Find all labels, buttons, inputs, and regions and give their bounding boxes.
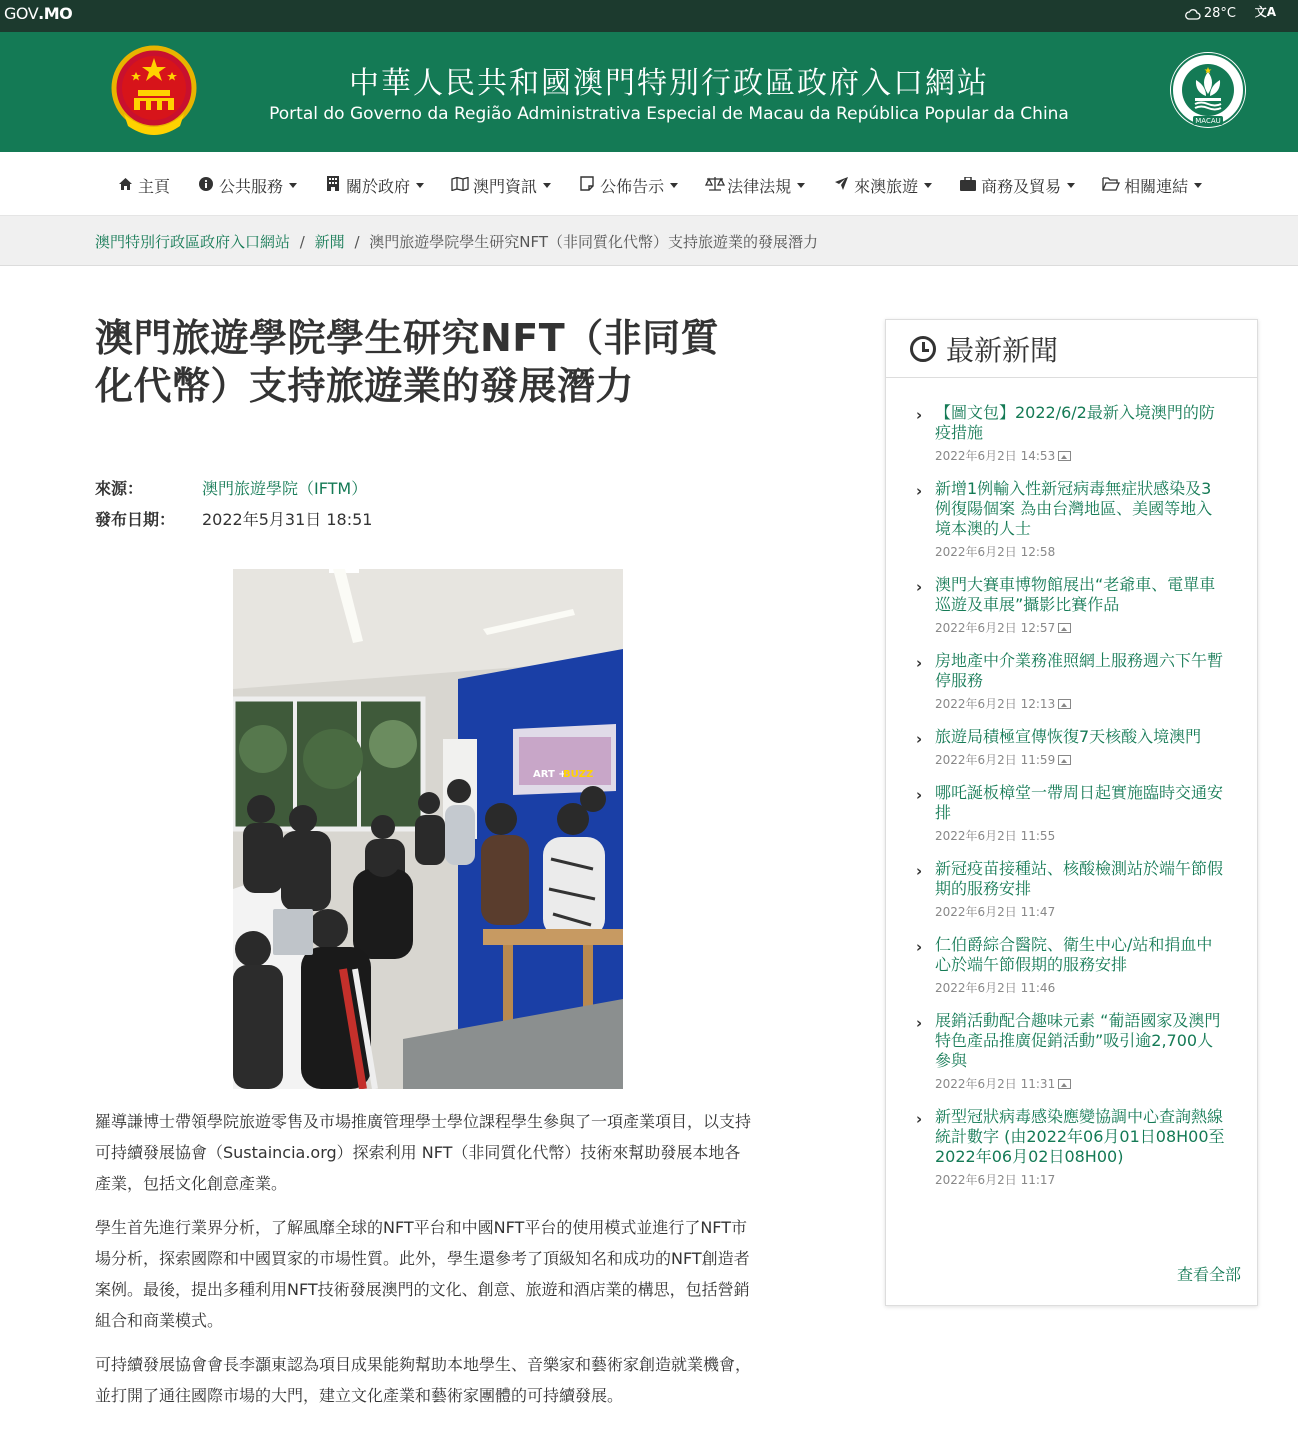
news-item-title[interactable]: 哪吒誕板樟堂一帶周日起實施臨時交通安排 bbox=[935, 783, 1224, 822]
news-item-date: 2022年6月2日 12:13 bbox=[935, 697, 1056, 711]
nav-label-home: 主頁 bbox=[138, 177, 171, 196]
nav-item-home[interactable] bbox=[116, 174, 170, 197]
news-item-meta bbox=[935, 979, 1226, 996]
image-icon bbox=[1058, 1079, 1071, 1089]
temperature-text: 28°C bbox=[1203, 6, 1236, 21]
source-label: 來源： bbox=[95, 479, 144, 498]
home-icon bbox=[116, 177, 134, 195]
article-header bbox=[95, 314, 755, 410]
news-item-title[interactable]: 澳門大賽車博物館展出“老爺車、電單車巡遊及車展”攝影比賽作品 bbox=[935, 575, 1216, 614]
latest-news-list bbox=[916, 403, 1226, 1203]
gov-mo-logo[interactable] bbox=[4, 4, 72, 23]
notice-icon bbox=[578, 176, 596, 195]
image-icon bbox=[1058, 699, 1071, 709]
latest-news-title: 最新新聞 bbox=[946, 333, 1059, 367]
news-item[interactable] bbox=[916, 935, 1226, 996]
news-item[interactable] bbox=[916, 859, 1226, 920]
news-item-title[interactable]: 仁伯爵綜合醫院、衛生中心/站和捐血中心於端午節假期的服務安排 bbox=[935, 935, 1213, 974]
site-title-pt[interactable]: Portal do Governo da Região Administrativa Especial de Macau da República Popular da China bbox=[269, 104, 1069, 124]
main-nav bbox=[0, 152, 1298, 216]
news-item-date: 2022年6月2日 12:58 bbox=[935, 545, 1056, 559]
chevron-right-icon: › bbox=[916, 654, 923, 672]
meta-date-row bbox=[95, 503, 372, 534]
news-item-date: 2022年6月2日 11:47 bbox=[935, 905, 1056, 919]
news-item-date: 2022年6月2日 11:59 bbox=[935, 753, 1056, 767]
macau-emblem-text: MACAU bbox=[1195, 117, 1221, 125]
news-item[interactable] bbox=[916, 403, 1226, 464]
screen-text-line2: BUZZ bbox=[563, 769, 594, 780]
nav-item-notices[interactable] bbox=[578, 174, 678, 197]
news-item-title[interactable]: 房地產中介業務准照網上服務週六下午暫停服務 bbox=[935, 651, 1224, 690]
news-item-title[interactable]: 新冠疫苗接種站、核酸檢測站於端午節假期的服務安排 bbox=[935, 859, 1224, 898]
nav-item-related-links[interactable] bbox=[1102, 174, 1202, 197]
latest-news-heading bbox=[886, 320, 1257, 378]
article-title: 澳門旅遊學院學生研究NFT（非同質化代幣）支持旅遊業的發展潛力 bbox=[95, 316, 720, 408]
view-all-link[interactable]: 查看全部 bbox=[1176, 1265, 1241, 1284]
article-body bbox=[95, 1106, 755, 1424]
news-item[interactable] bbox=[916, 479, 1226, 560]
news-item[interactable] bbox=[916, 1107, 1226, 1188]
chevron-right-icon: › bbox=[916, 482, 923, 500]
news-item-meta bbox=[935, 543, 1226, 560]
screen-text-line1: ART + bbox=[533, 769, 567, 780]
news-item-date: 2022年6月2日 11:17 bbox=[935, 1173, 1056, 1187]
briefcase-icon bbox=[959, 177, 977, 195]
news-item[interactable] bbox=[916, 783, 1226, 844]
caret-down-icon bbox=[924, 183, 932, 188]
chevron-right-icon: › bbox=[916, 1014, 923, 1032]
chevron-right-icon: › bbox=[916, 1110, 923, 1128]
news-item-meta bbox=[935, 827, 1226, 844]
nav-item-business[interactable] bbox=[959, 174, 1075, 197]
article-photo[interactable] bbox=[233, 569, 623, 1089]
news-item-title[interactable]: 【圖文包】2022/6/2最新入境澳門的防疫措施 bbox=[935, 403, 1215, 442]
news-item[interactable] bbox=[916, 1011, 1226, 1092]
news-item[interactable] bbox=[916, 575, 1226, 636]
top-bar bbox=[0, 0, 1298, 32]
news-item-meta bbox=[935, 1171, 1226, 1188]
nav-label-business: 商務及貿易 bbox=[981, 177, 1062, 196]
news-item-date: 2022年6月2日 12:57 bbox=[935, 621, 1056, 635]
nav-label-notices: 公佈告示 bbox=[600, 177, 665, 196]
nav-list bbox=[116, 174, 1229, 197]
chevron-right-icon: › bbox=[916, 730, 923, 748]
nav-label-public-services: 公共服務 bbox=[219, 177, 284, 196]
plane-icon bbox=[832, 176, 850, 195]
chevron-right-icon: › bbox=[916, 406, 923, 424]
news-item-meta bbox=[935, 695, 1226, 712]
breadcrumb-news-link[interactable]: 新聞 bbox=[314, 233, 345, 251]
image-icon bbox=[1058, 451, 1071, 461]
macau-regional-emblem-icon[interactable] bbox=[1168, 50, 1248, 130]
nav-item-macau-info[interactable] bbox=[451, 174, 551, 197]
latest-news-panel bbox=[885, 319, 1258, 1306]
image-icon bbox=[1058, 755, 1071, 765]
weather-widget[interactable] bbox=[1185, 6, 1236, 21]
nav-label-related-links: 相關連結 bbox=[1124, 177, 1189, 196]
chevron-right-icon: › bbox=[916, 578, 923, 596]
language-switch-icon[interactable]: 文A bbox=[1254, 5, 1276, 19]
image-icon bbox=[1058, 623, 1071, 633]
nav-label-about-government: 關於政府 bbox=[346, 177, 411, 196]
news-item[interactable] bbox=[916, 651, 1226, 712]
news-item-title[interactable]: 旅遊局積極宣傳恢復7天核酸入境澳門 bbox=[935, 727, 1202, 746]
nav-item-travel[interactable] bbox=[832, 174, 932, 197]
news-item-meta bbox=[935, 903, 1226, 920]
caret-down-icon bbox=[670, 183, 678, 188]
nav-item-about-government[interactable] bbox=[324, 174, 424, 197]
news-item-date: 2022年6月2日 14:53 bbox=[935, 449, 1056, 463]
caret-down-icon bbox=[1194, 183, 1202, 188]
caret-down-icon bbox=[416, 183, 424, 188]
chevron-right-icon: › bbox=[916, 938, 923, 956]
article-meta bbox=[95, 472, 372, 534]
breadcrumb-separator: / bbox=[354, 233, 360, 251]
news-item-meta bbox=[935, 751, 1226, 768]
nav-label-macau-info: 澳門資訊 bbox=[473, 177, 538, 196]
meta-source-row bbox=[95, 472, 372, 503]
news-item-meta bbox=[935, 619, 1226, 636]
news-item-date: 2022年6月2日 11:46 bbox=[935, 981, 1056, 995]
gov-logo-suffix: .MO bbox=[38, 4, 73, 23]
nav-item-public-services[interactable] bbox=[197, 174, 297, 197]
news-item[interactable] bbox=[916, 727, 1226, 768]
breadcrumb bbox=[0, 216, 1298, 266]
gov-logo-text: GOV bbox=[4, 4, 39, 23]
source-link[interactable]: 澳門旅遊學院（IFTM） bbox=[202, 479, 368, 498]
info-icon bbox=[197, 177, 215, 195]
clock-icon bbox=[910, 336, 936, 362]
news-item-date: 2022年6月2日 11:55 bbox=[935, 829, 1056, 843]
folder-icon bbox=[1102, 177, 1120, 195]
article-paragraph: 學生首先進行業界分析，了解風靡全球的NFT平台和中國NFT平台的使用模式並進行了NFT市場分析，探索國際和中國買家的市場性質。此外，學生還參考了頂級知名和成功的NFT創造者案例。最後，提出多種利用NFT技術發展澳門的文化、創意、旅遊和酒店業的構思，包括營銷組合和商業模式。 bbox=[95, 1218, 750, 1330]
article-paragraph: 可持續發展協會會長李灝東認為項目成果能夠幫助本地學生、音樂家和藝術家創造就業機會，並打開了通往國際市場的大門，建立文化產業和藝術家團體的可持續發展。 bbox=[95, 1355, 752, 1405]
news-item-title[interactable]: 新型冠狀病毒感染應變協調中心查詢熱線統計數字 (由2022年06月01日08H00至2022年06月02日08H00) bbox=[935, 1107, 1225, 1166]
breadcrumb-home-link[interactable]: 澳門特別行政區政府入口網站 bbox=[95, 233, 291, 251]
breadcrumb-separator: / bbox=[299, 233, 305, 251]
site-header bbox=[0, 32, 1298, 152]
caret-down-icon bbox=[543, 183, 551, 188]
chevron-right-icon: › bbox=[916, 862, 923, 880]
news-item-date: 2022年6月2日 11:31 bbox=[935, 1077, 1056, 1091]
site-title-zh[interactable]: 中華人民共和國澳門特別行政區政府入口網站 bbox=[349, 66, 989, 101]
cloud-icon bbox=[1185, 8, 1201, 20]
nav-label-laws: 法律法規 bbox=[727, 177, 792, 196]
caret-down-icon bbox=[289, 183, 297, 188]
article-paragraph: 羅導謙博士帶領學院旅遊零售及市場推廣管理學士學位課程學生參與了一項產業項目，以支持可持續發展協會（Sustaincia.org）探索利用 NFT（非同質化代幣）技術來幫助發展本地各產業，包括文化創意產業。 bbox=[95, 1112, 752, 1193]
caret-down-icon bbox=[797, 183, 805, 188]
caret-down-icon bbox=[1067, 183, 1075, 188]
breadcrumb-current: 澳門旅遊學院學生研究NFT（非同質化代幣）支持旅遊業的發展潛力 bbox=[369, 233, 819, 251]
building-icon bbox=[324, 176, 342, 195]
news-item-meta bbox=[935, 447, 1226, 464]
date-value: 2022年5月31日 18:51 bbox=[202, 510, 373, 529]
map-icon bbox=[451, 177, 469, 195]
news-item-title[interactable]: 新增1例輸入性新冠病毒無症狀感染及3例復陽個案 為由台灣地區、美國等地入境本澳的人士 bbox=[935, 479, 1213, 538]
scale-icon bbox=[705, 176, 723, 195]
nav-item-laws[interactable] bbox=[705, 174, 805, 197]
date-label: 發布日期： bbox=[95, 510, 176, 529]
news-item-meta bbox=[935, 1075, 1226, 1092]
news-item-title[interactable]: 展銷活動配合趣味元素 “葡語國家及澳門特色產品推廣促銷活動”吸引逾2,700人參與 bbox=[935, 1011, 1221, 1070]
nav-label-travel: 來澳旅遊 bbox=[854, 177, 919, 196]
chevron-right-icon: › bbox=[916, 786, 923, 804]
